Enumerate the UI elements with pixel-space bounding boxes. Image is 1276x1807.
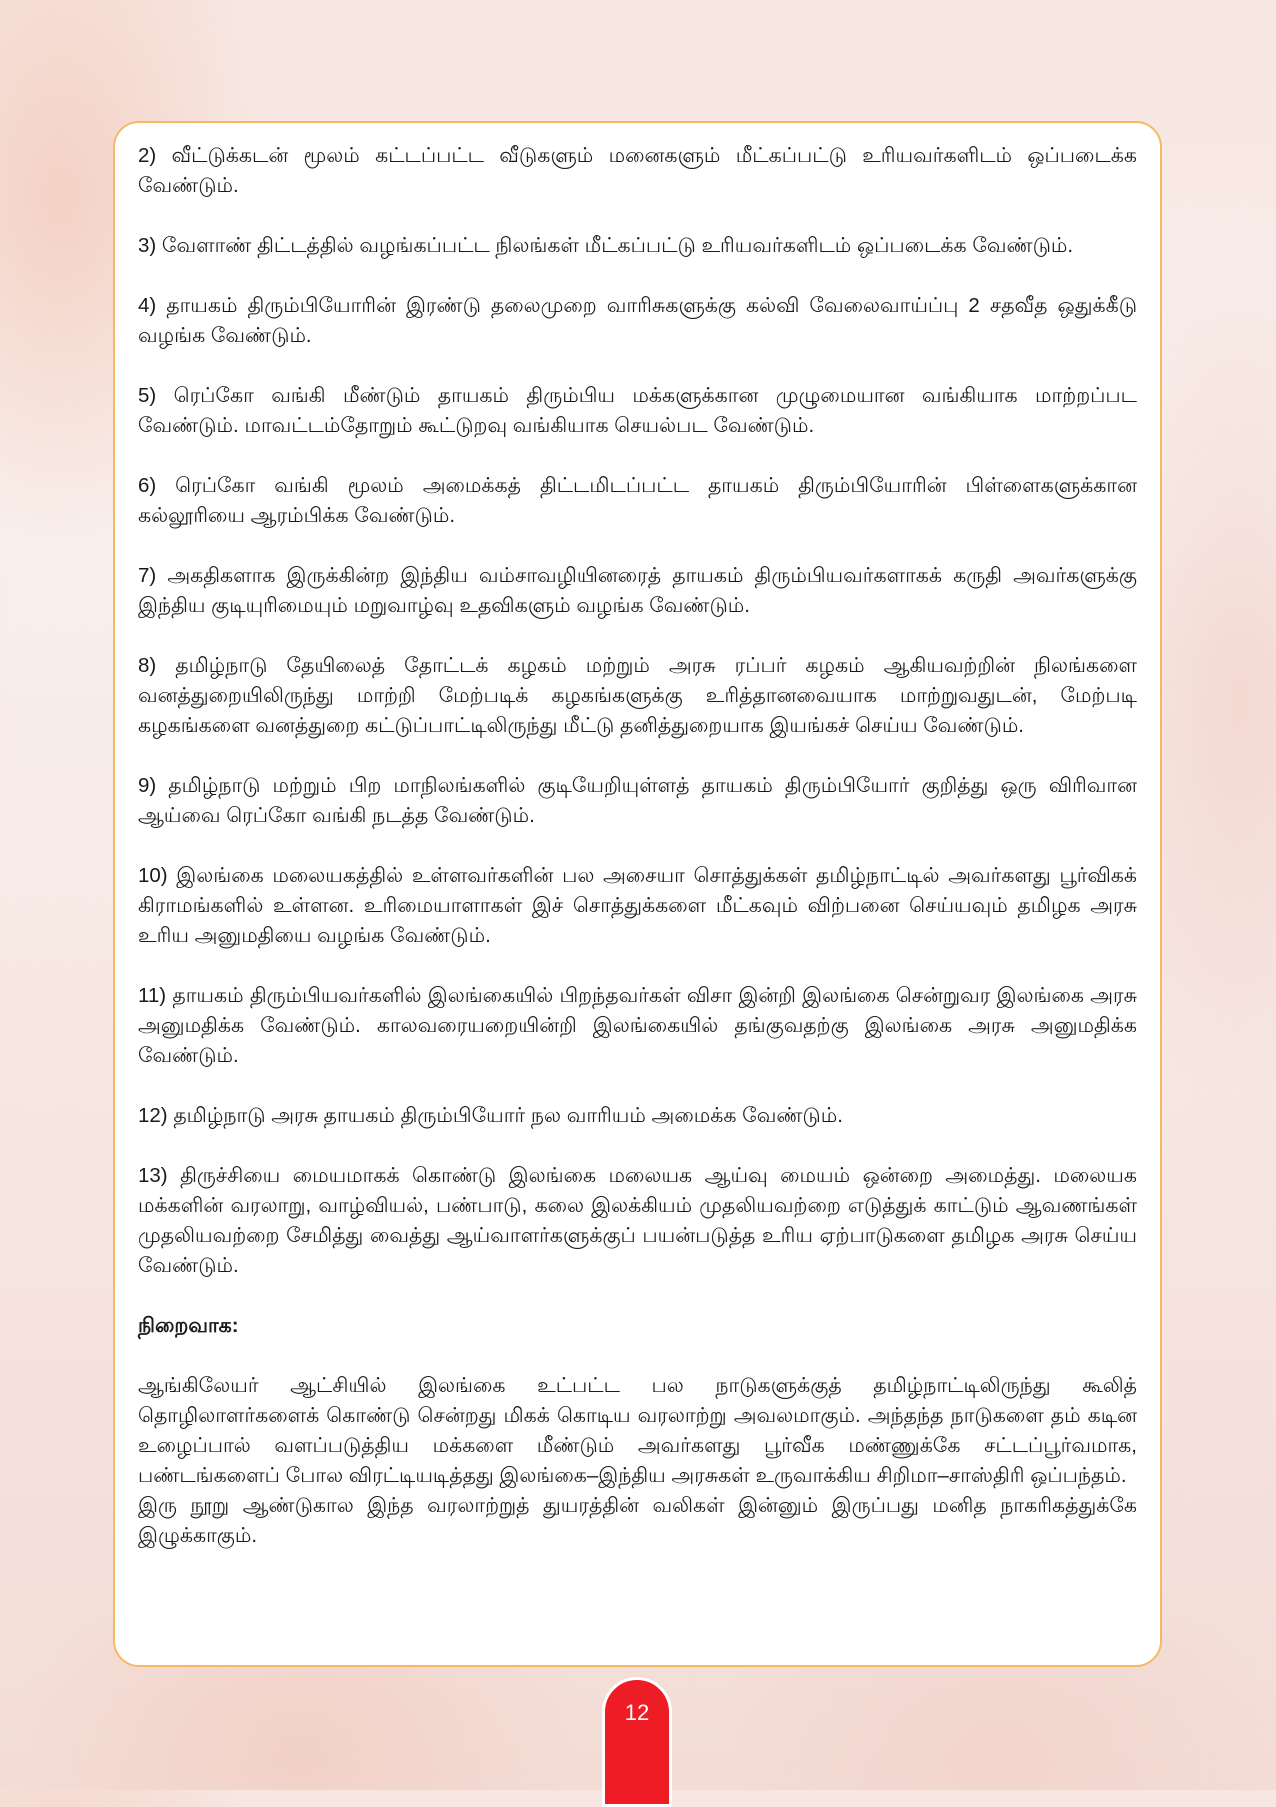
- demand-item-12: 12) தமிழ்நாடு அரசு தாயகம் திரும்பியோர் நல வாரியம் அமைக்க வேண்டும்.: [138, 1104, 843, 1127]
- demand-item-10: 10) இலங்கை மலையகத்தில் உள்ளவர்களின் பல அசையா சொத்துக்கள் தமிழ்நாட்டில் அவர்களது பூர்விகக் கிராமங்களில் உள்ளன. உரிமையாளாகள் இச் சொத்துக்களை மீட்கவும் விற்பனை செய்யவும் தமிழக அரசு உரிய அனுமதியை வழங்க வேண்டும்.: [138, 864, 1137, 947]
- demand-item-8: 8) தமிழ்நாடு தேயிலைத் தோட்டக் கழகம் மற்றும் அரசு ரப்பர் கழகம் ஆகியவற்றின் நிலங்களை வனத்துறையிலிருந்து மாற்றி மேற்படிக் கழகங்களுக்கு உரித்தானவையாக மாற்றுவதுடன், மேற்படி கழகங்களை வனத்துறை கட்டுப்பாட்டிலிருந்து மீட்டு தனித்துறையாக இயங்கச் செய்ய வேண்டும்.: [138, 654, 1137, 737]
- demand-item-3: 3) வேளாண் திட்டத்தில் வழங்கப்பட்ட நிலங்கள் மீட்கப்பட்டு உரியவர்களிடம் ஒப்படைக்க வேண்டும்.: [138, 234, 1074, 257]
- demand-item-6: 6) ரெப்கோ வங்கி மூலம் அமைக்கத் திட்டமிடப்பட்ட தாயகம் திரும்பியோரின் பிள்ளைகளுக்கான கல்லூரியை ஆரம்பிக்க வேண்டும்.: [138, 474, 1137, 527]
- demand-item-11: 11) தாயகம் திரும்பியவர்களில் இலங்கையில் பிறந்தவர்கள் விசா இன்றி இலங்கை சென்றுவர இலங்கை அரசு அனுமதிக்க வேண்டும். காலவரையறையின்றி இலங்கையில் தங்குவதற்கு இலங்கை அரசு அனுமதிக்க வேண்டும்.: [138, 984, 1137, 1067]
- page-number: 12: [624, 1700, 650, 1725]
- demand-item-13: 13) திருச்சியை மையமாகக் கொண்டு இலங்கை மலையக ஆய்வு மையம் ஒன்றை அமைத்து. மலையக மக்களின் வரலாறு, வாழ்வியல், பண்பாடு, கலை இலக்கியம் முதலியவற்றை எடுத்துக் காட்டும் ஆவணங்கள் முதலியவற்றை சேமித்து வைத்து ஆய்வாளர்களுக்குப் பயன்படுத்த உரிய ஏற்பாடுகளை தமிழக அரசு செய்ய வேண்டும்.: [138, 1164, 1137, 1277]
- demand-item-2: 2) வீட்டுக்கடன் மூலம் கட்டப்பட்ட வீடுகளும் மனைகளும் மீட்கப்பட்டு உரியவர்களிடம் ஒப்படைக்க வேண்டும்.: [138, 144, 1137, 197]
- page-number-badge: [602, 1677, 672, 1807]
- demand-item-5: 5) ரெப்கோ வங்கி மீண்டும் தாயகம் திரும்பிய மக்களுக்கான முழுமையான வங்கியாக மாற்றப்பட வேண்டும். மாவட்டம்தோறும் கூட்டுறவு வங்கியாக செயல்பட வேண்டும்.: [138, 384, 1137, 437]
- conclusion-paragraph-2: இரு நூறு ஆண்டுகால இந்த வரலாற்றுத் துயரத்தின் வலிகள் இன்னும் இருப்பது மனித நாகரிகத்துக்கே இழுக்காகும்.: [138, 1494, 1137, 1547]
- demand-item-9: 9) தமிழ்நாடு மற்றும் பிற மாநிலங்களில் குடியேறியுள்ளத் தாயகம் திரும்பியோர் குறித்து ஒரு விரிவான ஆய்வை ரெப்கோ வங்கி நடத்த வேண்டும்.: [138, 774, 1137, 827]
- content-box: [113, 121, 1162, 1667]
- conclusion-paragraph-1: ஆங்கிலேயர் ஆட்சியில் இலங்கை உட்பட்ட பல நாடுகளுக்குத் தமிழ்நாட்டிலிருந்து கூலித் தொழிலாளர்களைக் கொண்டு சென்றது மிகக் கொடிய வரலாற்று அவலமாகும். அந்தந்த நாடுகளை தம் கடின உழைப்பால் வளப்படுத்திய மக்களை மீண்டும் அவர்களது பூர்வீக மண்ணுக்கே சட்டப்பூர்வமாக, பண்டங்களைப் போல விரட்டியடித்தது இலங்கை–இந்திய அரசுகள் உருவாக்கிய சிறிமா–சாஸ்திரி ஒப்பந்தம்.: [138, 1374, 1137, 1487]
- conclusion-heading: நிறைவாக:: [138, 1314, 239, 1337]
- demand-item-7: 7) அகதிகளாக இருக்கின்ற இந்திய வம்சாவழியினரைத் தாயகம் திரும்பியவர்களாகக் கருதி அவர்களுக்கு இந்திய குடியுரிமையும் மறுவாழ்வு உதவிகளும் வழங்க வேண்டும்.: [138, 564, 1137, 617]
- demand-item-4: 4) தாயகம் திரும்பியோரின் இரண்டு தலைமுறை வாரிசுகளுக்கு கல்வி வேலைவாய்ப்பு 2 சதவீத ஒதுக்கீடு வழங்க வேண்டும்.: [138, 294, 1137, 347]
